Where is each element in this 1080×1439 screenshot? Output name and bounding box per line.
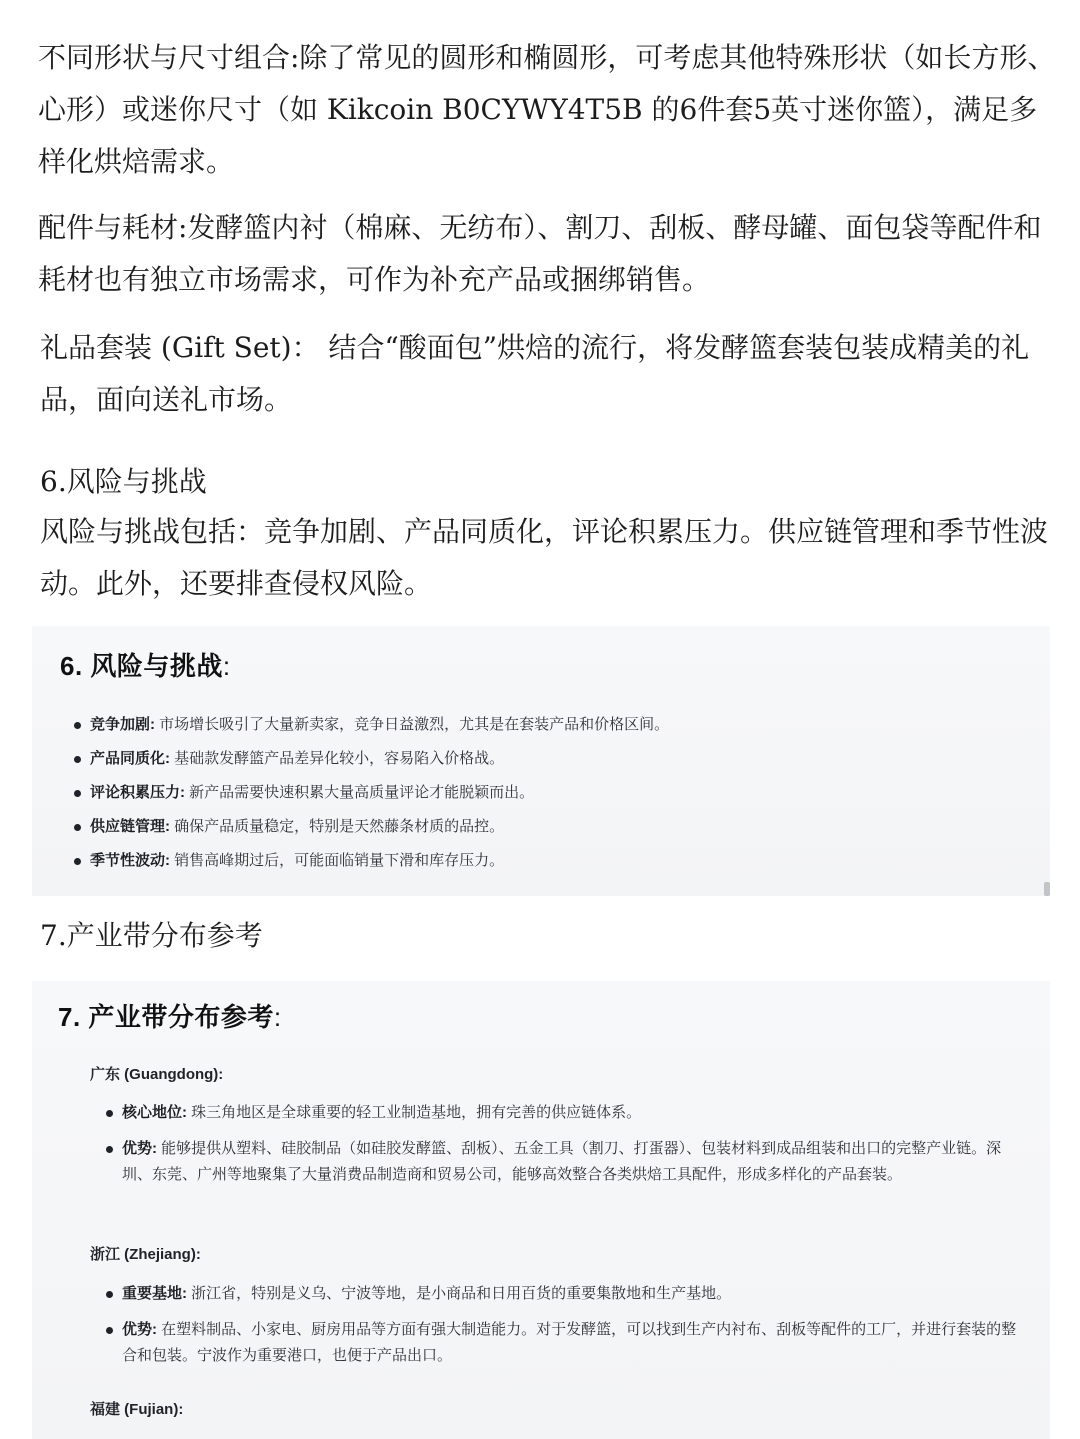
region-heading-fujian: 福建 (Fujian): bbox=[90, 1401, 184, 1418]
region-heading-zhejiang: 浙江 (Zhejiang): bbox=[90, 1246, 201, 1263]
bullet-dot-icon bbox=[74, 858, 81, 865]
list-item: 季节性波动: 销售高峰期过后，可能面临销量下滑和库存压力。 bbox=[74, 844, 669, 878]
guangdong-list bbox=[106, 1100, 1026, 1198]
paragraph-accessories: 配件与耗材:发酵篮内衬（棉麻、无纺布）、割刀、刮板、酵母罐、面包袋等配件和耗材也有独立市场需求，可作为补充产品或捆绑销售。 bbox=[38, 211, 1042, 296]
scrollbar-thumb[interactable] bbox=[1044, 882, 1050, 896]
list-item: 优势: 在塑料制品、小家电、厨房用品等方面有强大制造能力。对于发酵篮，可以找到生产内衬布、刮板等配件的工厂，并进行套装的整合和包装。宁波作为重要港口，也便于产品出口。 bbox=[106, 1317, 1026, 1369]
zhejiang-list bbox=[106, 1281, 1026, 1379]
bullet-dot-icon bbox=[74, 722, 81, 729]
risks-screenshot bbox=[32, 626, 1050, 896]
list-item: 重要基地: 浙江省，特别是义乌、宁波等地，是小商品和日用百货的重要集散地和生产基地。 bbox=[106, 1281, 1026, 1307]
risks-screenshot-title: 6. 风险与挑战: bbox=[60, 651, 231, 681]
list-item: 优势: 能够提供从塑料、硅胶制品（如硅胶发酵篮、刮板）、五金工具（割刀、打蛋器）、包装材料到成品组装和出口的完整产业链。深圳、东莞、广州等地聚集了大量消费品制造商和贸易公司，能够高效整合各类烘焙工具配件，形成多样化的产品套装。 bbox=[106, 1136, 1026, 1188]
bullet-dot-icon bbox=[74, 824, 81, 831]
region-heading-guangdong: 广东 (Guangdong): bbox=[90, 1066, 224, 1083]
paragraph-risks: 风险与挑战包括：竞争加剧、产品同质化，评论积累压力。供应链管理和季节性波动。此外，还要排查侵权风险。 bbox=[40, 515, 1049, 600]
list-item: 供应链管理: 确保产品质量稳定，特别是天然藤条材质的品控。 bbox=[74, 810, 669, 844]
bullet-dot-icon bbox=[74, 790, 81, 797]
bullet-dot-icon bbox=[106, 1291, 113, 1298]
industry-belt-screenshot-title: 7. 产业带分布参考: bbox=[58, 1002, 282, 1032]
industry-belt-screenshot bbox=[32, 981, 1050, 1439]
list-item: 产品同质化: 基础款发酵篮产品差异化较小，容易陷入价格战。 bbox=[74, 742, 669, 776]
bullet-dot-icon bbox=[74, 756, 81, 763]
list-item: 评论积累压力: 新产品需要快速积累大量高质量评论才能脱颖而出。 bbox=[74, 776, 669, 810]
section-heading-industry-belt: 7.产业带分布参考 bbox=[40, 919, 263, 952]
bullet-dot-icon bbox=[106, 1110, 113, 1117]
list-item: 核心地位: 珠三角地区是全球重要的轻工业制造基地，拥有完善的供应链体系。 bbox=[106, 1100, 1026, 1126]
risks-list bbox=[74, 708, 669, 878]
paragraph-shapes-sizes: 不同形状与尺寸组合:除了常见的圆形和椭圆形，可考虑其他特殊形状（如长方形、心形）或迷你尺寸（如 Kikcoin B0CYWY4T5B 的6件套5英寸迷你篮），满足多样化烘焙需求。 bbox=[38, 41, 1056, 178]
list-item: 竞争加剧: 市场增长吸引了大量新卖家，竞争日益激烈，尤其是在套装产品和价格区间。 bbox=[74, 708, 669, 742]
paragraph-gift-set: 礼品套装 (Gift Set)： 结合“酸面包”烘焙的流行，将发酵篮套装包装成精美的礼品，面向送礼市场。 bbox=[40, 331, 1030, 416]
bullet-dot-icon bbox=[106, 1146, 113, 1153]
section-heading-risks: 6.风险与挑战 bbox=[40, 465, 207, 498]
bullet-dot-icon bbox=[106, 1327, 113, 1334]
